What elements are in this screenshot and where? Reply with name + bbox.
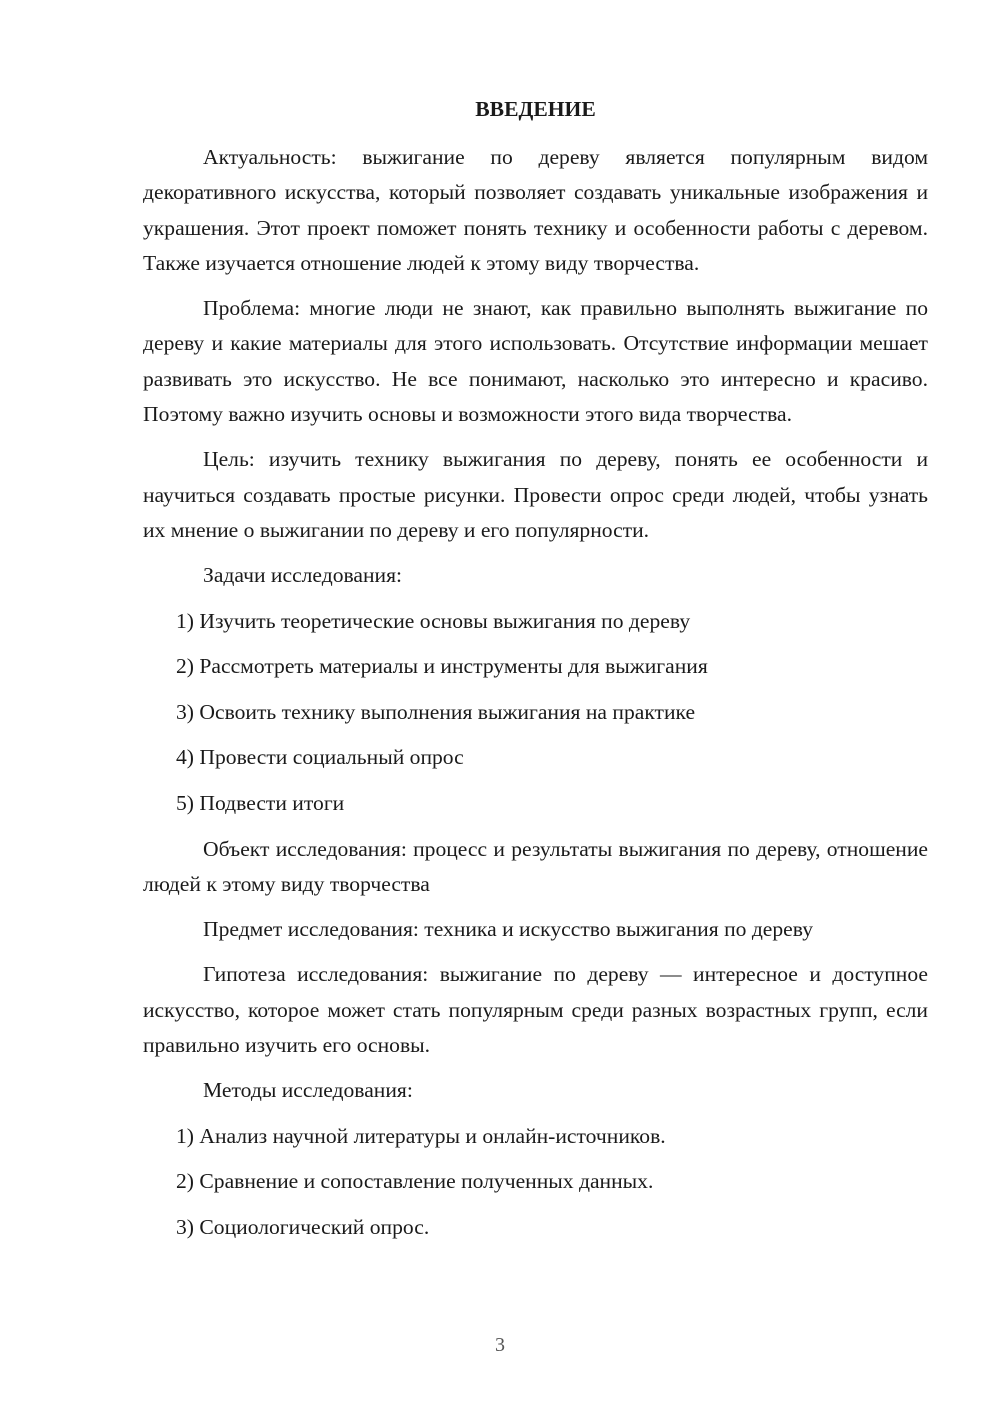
task-item: 4) Провести социальный опрос: [176, 745, 464, 770]
task-item: 3) Освоить технику выполнения выжигания на практике: [176, 699, 696, 724]
method-item: 3) Социологический опрос.: [176, 1214, 430, 1239]
method-item: 2) Сравнение и сопоставление полученных данных.: [176, 1169, 654, 1194]
goal-paragraph: Цель: изучить технику выжигания по дереву, понять ее особенности и научиться создавать простые рисунки. Провести опрос среди людей, чтобы узнать их мнение о выжигании по дереву и его популярности.: [143, 447, 928, 542]
task-item: 5) Подвести итоги: [176, 790, 345, 815]
tasks-heading: Задачи исследования:: [203, 563, 403, 588]
problem-paragraph: Проблема: многие люди не знают, как правильно выполнять выжигание по дереву и какие материалы для этого использовать. Отсутствие информации мешает развивать это искусство. Не все понимают, насколько это интересно и красиво. Поэтому важно изучить основы и возможности этого вида творчества.: [143, 296, 928, 427]
hypothesis-paragraph: Гипотеза исследования: выжигание по дереву — интересное и доступное искусство, которое может стать популярным среди разных возрастных групп, если правильно изучить его основы.: [143, 962, 928, 1058]
methods-list: [143, 1119, 928, 1245]
methods-heading: Методы исследования:: [203, 1078, 413, 1103]
task-item: 1) Изучить теоретические основы выжигания по дереву: [176, 608, 691, 633]
document-page: [143, 92, 928, 1255]
tasks-list: [143, 604, 928, 822]
page-title: ВВЕДЕНИЕ: [475, 97, 596, 121]
object-paragraph: Объект исследования: процесс и результаты выжигания по дереву, отношение людей к этому виду творчества: [143, 836, 928, 896]
relevance-paragraph: Актуальность: выжигание по дереву является популярным видом декоративного искусства, который позволяет создавать уникальные изображения и украшения. Этот проект поможет понять технику и особенности работы с деревом. Также изучается отношение людей к этому виду творчества.: [143, 145, 928, 275]
page-number: 3: [495, 1334, 505, 1356]
task-item: 2) Рассмотреть материалы и инструменты для выжигания: [176, 654, 708, 679]
method-item: 1) Анализ научной литературы и онлайн-источников.: [176, 1123, 666, 1148]
subject-paragraph: Предмет исследования: техника и искусство выжигания по дереву: [203, 917, 814, 942]
